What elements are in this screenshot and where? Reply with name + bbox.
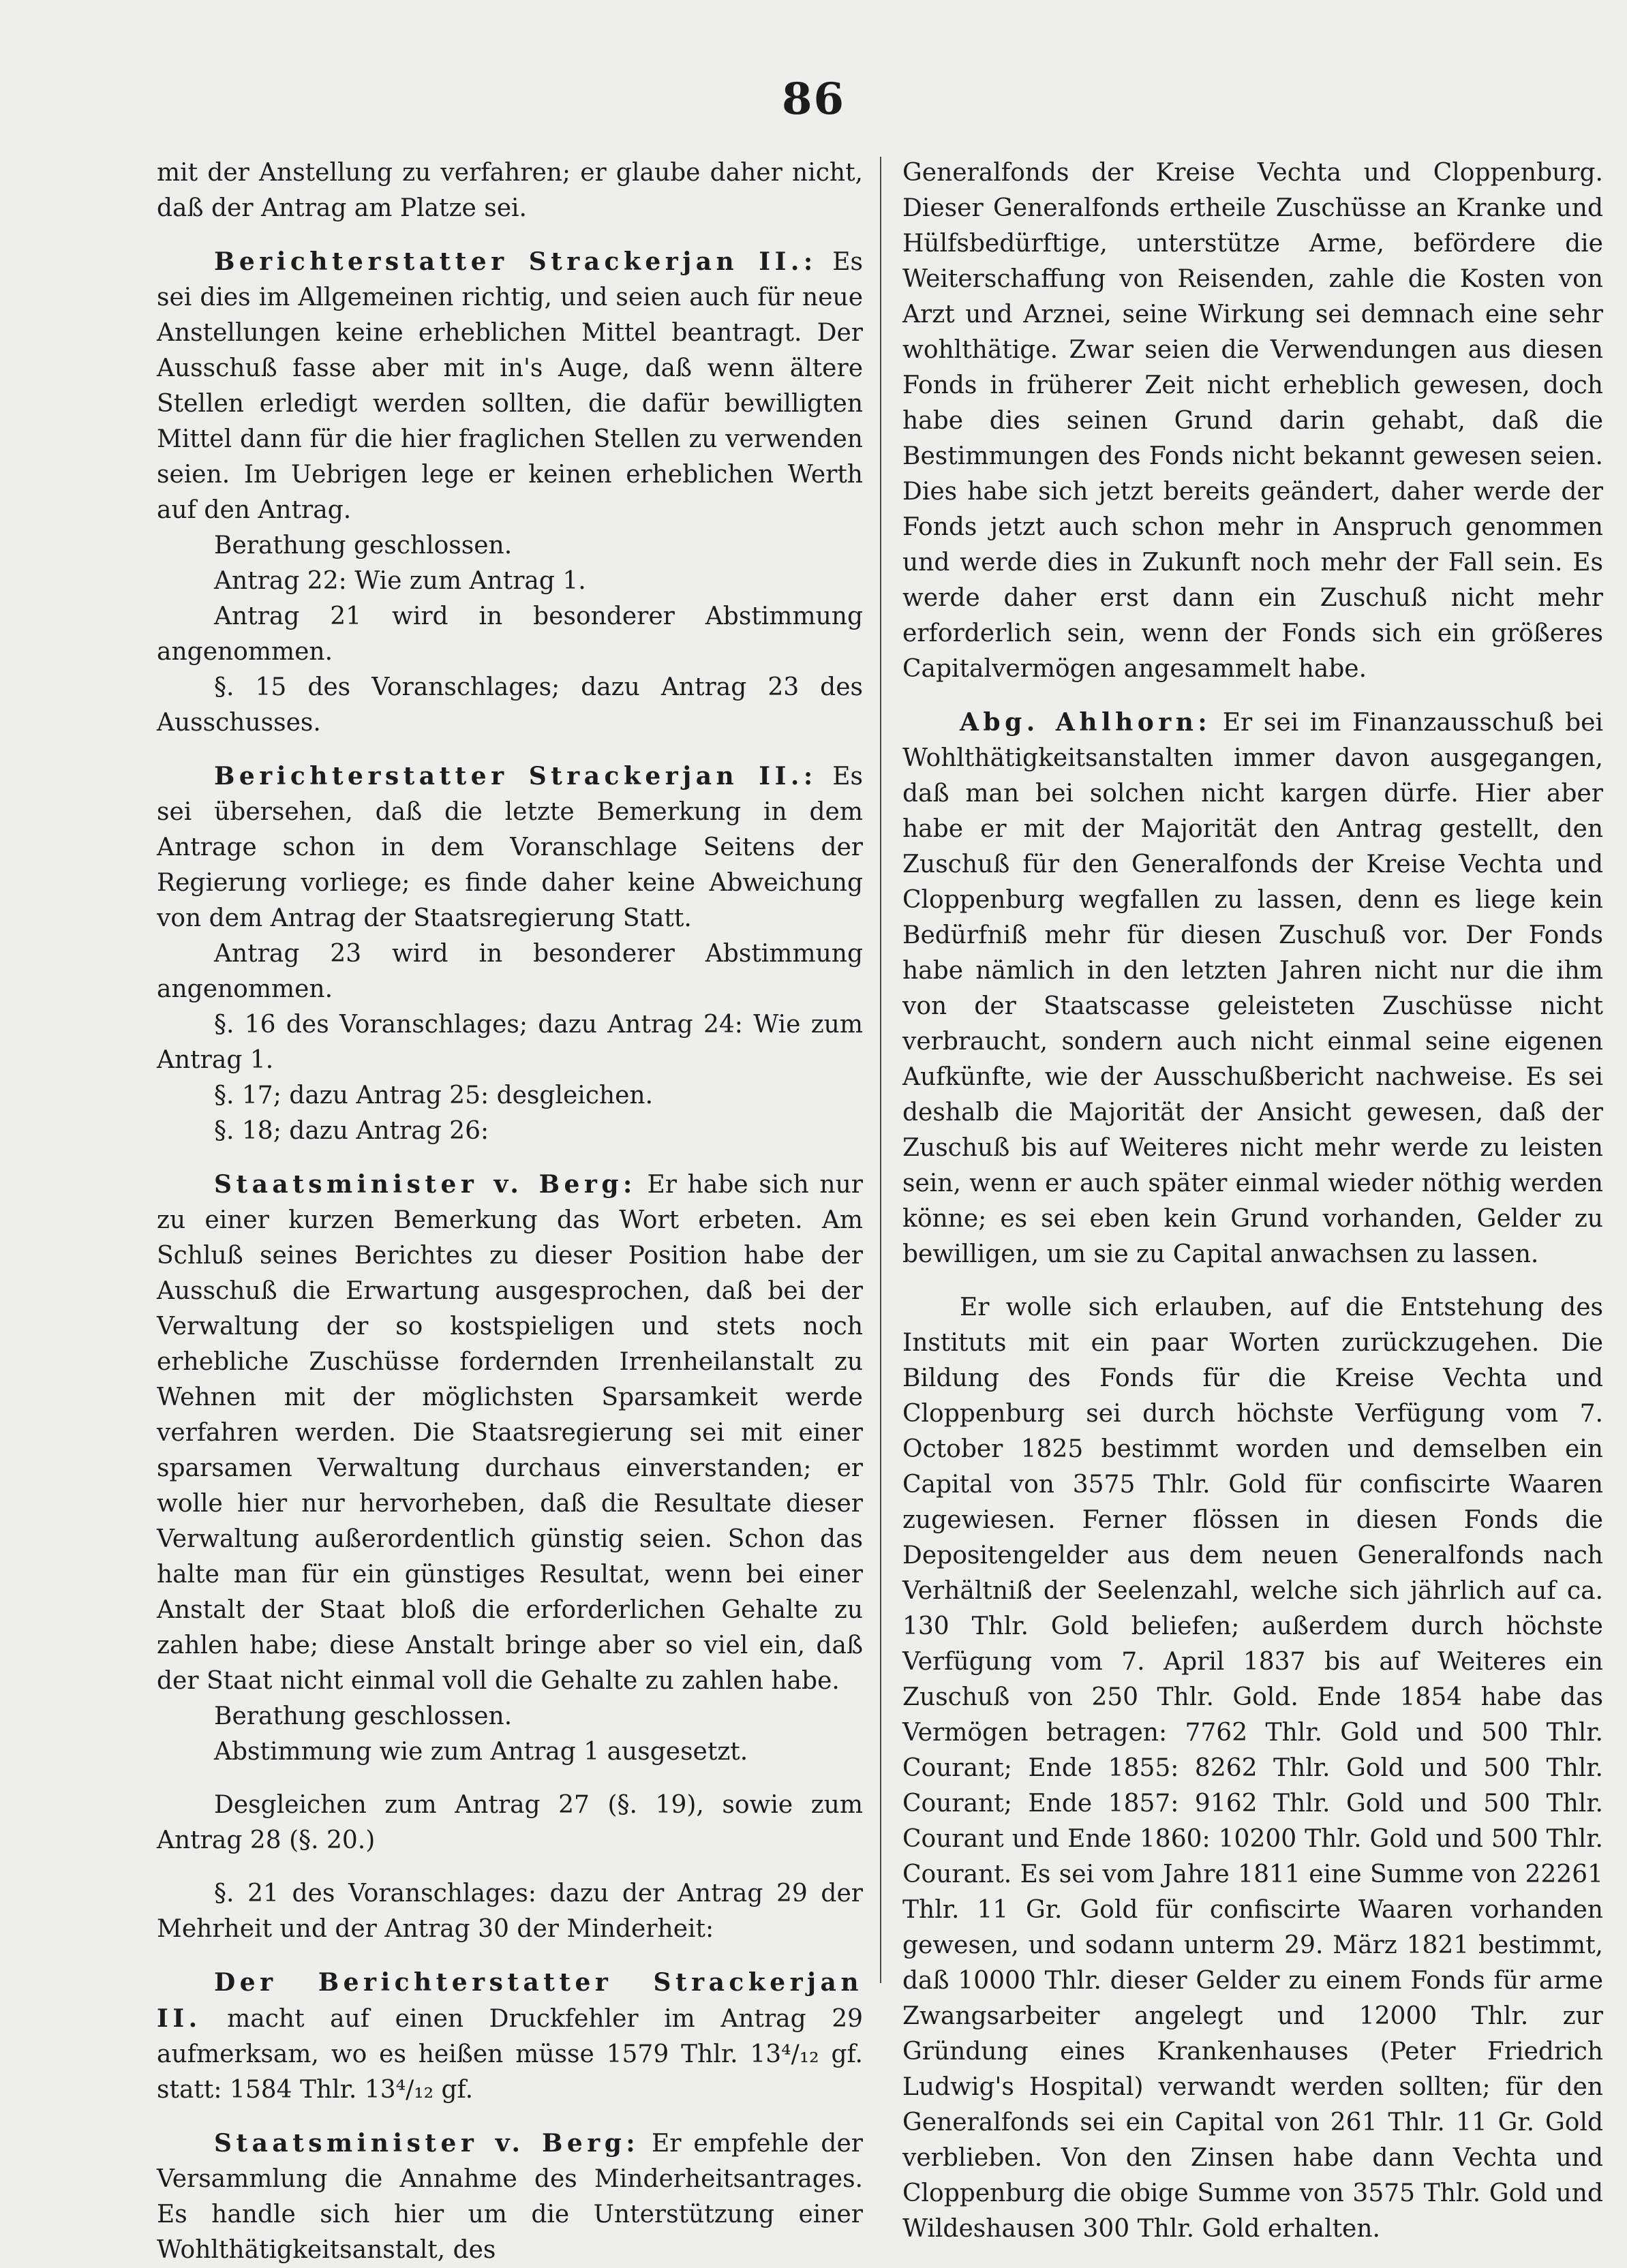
- paragraph: [157, 670, 863, 741]
- right-column: [902, 155, 1603, 2247]
- speaker-name: Staatsminister v. Berg:: [214, 1170, 637, 1199]
- page-number: 86: [781, 74, 846, 125]
- paragraph-text: §. 15 des Voranschlages; dazu Antrag 23 des Ausschusses.: [157, 673, 863, 737]
- paragraph-text: Er empfehle der Versammlung die Annahme des Minderheitsantrages. Es handle sich hier um die Unterstützung einer Wohlthätigkeitsanstalt, des: [157, 2130, 863, 2264]
- speaker-name: Abg. Ahlhorn:: [960, 708, 1212, 737]
- paragraph-text: §. 21 des Voranschlages: dazu der Antrag 29 der Mehrheit und der Antrag 30 der Minderheit:: [157, 1880, 863, 1943]
- paragraph: [157, 528, 863, 564]
- paragraph-text: §. 16 des Voranschlages; dazu Antrag 24: Wie zum Antrag 1.: [157, 1011, 863, 1074]
- paragraph: [157, 758, 863, 936]
- paragraph: [902, 155, 1603, 687]
- paragraph-text: §. 18; dazu Antrag 26:: [214, 1117, 489, 1145]
- paragraph: [157, 1965, 863, 2108]
- paragraph-text: Desgleichen zum Antrag 27 (§. 19), sowie zum Antrag 28 (§. 20.): [157, 1791, 863, 1854]
- speaker-name: Berichterstatter Strackerjan II.:: [214, 247, 817, 276]
- paragraph-text: Generalfonds der Kreise Vechta und Cloppenburg. Dieser Generalfonds ertheile Zuschüsse an Kranke und Hülfsbedürftige, unterstütze Arme, befördere die Weiterschaffung von Reisenden, zahle die Kosten von Arzt und Arznei, seine Wirkung sei demnach eine sehr wohlthätige. Zwar seien die Verwendungen aus diesen Fonds in früherer Zeit nicht erheblich gewesen, doch habe dies seinen Grund darin gehabt, daß die Bestimmungen des Fonds nicht bekannt gewesen seien. Dies habe sich jetzt bereits geändert, daher werde der Fonds jetzt auch schon mehr in Anspruch genommen und werde dies in Zukunft noch mehr der Fall sein. Es werde daher erst dann ein Zuschuß nicht mehr erforderlich sein, wenn der Fonds sich ein größeres Capitalvermögen angesammelt habe.: [902, 159, 1603, 683]
- paragraph: [157, 1114, 863, 1149]
- paragraph: [902, 705, 1603, 1272]
- paragraph-text: §. 17; dazu Antrag 25: desgleichen.: [214, 1082, 654, 1109]
- speaker-name: Staatsminister v. Berg:: [214, 2129, 640, 2158]
- paragraph: [157, 244, 863, 528]
- paragraph-text: Es sei dies im Allgemeinen richtig, und seien auch für neue Anstellungen keine erheblichen Mittel beantragt. Der Ausschuß fasse aber mit in's Auge, daß wenn ältere Stellen erledigt werden sollten, die dafür bewilligten Mittel dann für die hier fraglichen Stellen zu verwenden seien. Im Uebrigen lege er keinen erheblichen Werth auf den Antrag.: [157, 248, 863, 524]
- paragraph-text: Abstimmung wie zum Antrag 1 ausgesetzt.: [214, 1738, 748, 1766]
- speaker-name: Berichterstatter Strackerjan II.:: [214, 762, 817, 791]
- paragraph-text: Berathung geschlossen.: [214, 532, 513, 560]
- paragraph-text: Er wolle sich erlauben, auf die Entstehung des Instituts mit ein paar Worten zurückzugehen. Die Bildung des Fonds für die Kreise Vechta und Cloppenburg sei durch höchste Verfügung vom 7. October 1825 bestimmt worden und demselben ein Capital von 3575 Thlr. Gold für confiscirte Waaren zugewiesen. Ferner flössen in diesen Fonds die Depositengelder aus dem neuen Generalfonds nach Verhältniß der Seelenzahl, welche sich jährlich auf ca. 130 Thlr. Gold beliefen; außerdem durch höchste Verfügung vom 7. April 1837 bis auf Weiteres ein Zuschuß von 250 Thlr. Gold. Ende 1854 habe das Vermögen betragen: 7762 Thlr. Gold und 500 Thlr. Courant; Ende 1855: 8262 Thlr. Gold und 500 Thlr. Courant; Ende 1857: 9162 Thlr. Gold und 500 Thlr. Courant und Ende 1860: 10200 Thlr. Gold und 500 Thlr. Courant. Es sei vom Jahre 1811 eine Summe von 22261 Thlr. 11 Gr. Gold für confiscirte Waaren vorhanden gewesen, und sodann unterm 29. März 1821 bestimmt, daß 10000 Thlr. dieser Gelder zu einem Fonds für arme Zwangsarbeiter angelegt und 12000 Thlr. zur Gründung eines Krankenhauses (Peter Friedrich Ludwig's Hospital) verwandt werden sollten; für den Generalfonds sei ein Capital von 261 Thlr. 11 Gr. Gold verblieben. Von den Zinsen habe dann Vechta und Cloppenburg die obige Summe von 3575 Thlr. Gold und Wildeshausen 300 Thlr. Gold erhalten.: [902, 1293, 1603, 2243]
- paragraph-text: Es sei übersehen, daß die letzte Bemerkung in dem Antrage schon in dem Voranschlage Seitens der Regierung vorliege; es finde daher keine Abweichung von dem Antrag der Staatsregierung Statt.: [157, 763, 863, 932]
- paragraph: [157, 1007, 863, 1078]
- paragraph: [157, 936, 863, 1007]
- paragraph: [157, 599, 863, 670]
- paragraph: [157, 1876, 863, 1947]
- paragraph: [157, 2126, 863, 2268]
- paragraph: [157, 1167, 863, 1699]
- paragraph-text: Er sei im Finanzausschuß bei Wohlthätigkeitsanstalten immer davon ausgegangen, daß man bei solchen nicht kargen dürfe. Hier aber habe er mit der Majorität den Antrag gestellt, den Zuschuß für den Generalfonds der Kreise Vechta und Cloppenburg wegfallen zu lassen, denn es liege kein Bedürfniß mehr für diesen Zuschuß vor. Der Fonds habe nämlich in den letzten Jahren nicht nur die ihm von der Staatscasse geleisteten Zuschüsse nicht verbraucht, sondern auch nicht einmal seine eigenen Aufkünfte, wie der Ausschußbericht nachweise. Es sei deshalb die Majorität der Ansicht gewesen, daß der Zuschuß bis auf Weiteres nicht mehr werde zu leisten sein, wenn er auch später einmal wieder nöthig werden könne; es sei eben kein Grund vorhanden, Gelder zu bewilligen, um sie zu Capital anwachsen zu lassen.: [902, 709, 1603, 1268]
- paragraph-text: mit der Anstellung zu verfahren; er glaube daher nicht, daß der Antrag am Platze sei.: [157, 159, 863, 222]
- paragraph-text: Berathung geschlossen.: [214, 1702, 513, 1730]
- left-column: [157, 155, 863, 2268]
- speaker-name: Der Berichterstatter Strackerjan II.: [157, 1968, 863, 2033]
- paragraph: [157, 1078, 863, 1114]
- paragraph: [157, 1699, 863, 1734]
- paragraph: [157, 155, 863, 226]
- paragraph: [157, 1788, 863, 1858]
- paragraph: [902, 1290, 1603, 2247]
- paragraph: [157, 564, 863, 599]
- column-divider: [880, 157, 881, 1983]
- paragraph-text: Antrag 21 wird in besonderer Abstimmung angenommen.: [157, 602, 863, 666]
- paragraph: [157, 1734, 863, 1770]
- paragraph-text: Er habe sich nur zu einer kurzen Bemerkung das Wort erbeten. Am Schluß seines Berichtes zu dieser Position habe der Ausschuß die Erwartung ausgesprochen, daß bei der Verwaltung der so kostspieligen und stets noch erhebliche Zuschüsse fordernden Irrenheilanstalt zu Wehnen mit der möglichsten Sparsamkeit werde verfahren werden. Die Staatsregierung sei mit einer sparsamen Verwaltung durchaus einverstanden; er wolle hier nur hervorheben, daß die Resultate dieser Verwaltung außerordentlich günstig seien. Schon das halte man für ein günstiges Resultat, wenn bei einer Anstalt der Staat bloß die erforderlichen Gehalte zu zahlen habe; diese Anstalt bringe aber so viel ein, daß der Staat nicht einmal voll die Gehalte zu zahlen habe.: [157, 1171, 863, 1695]
- paragraph-text: macht auf einen Druckfehler im Antrag 29 aufmerksam, wo es heißen müsse 1579 Thlr. 13⁴/₁₂ gf. statt: 1584 Thlr. 13⁴/₁₂ gf.: [157, 2005, 863, 2104]
- paragraph-text: Antrag 22: Wie zum Antrag 1.: [214, 567, 586, 595]
- paragraph-text: Antrag 23 wird in besonderer Abstimmung angenommen.: [157, 940, 863, 1003]
